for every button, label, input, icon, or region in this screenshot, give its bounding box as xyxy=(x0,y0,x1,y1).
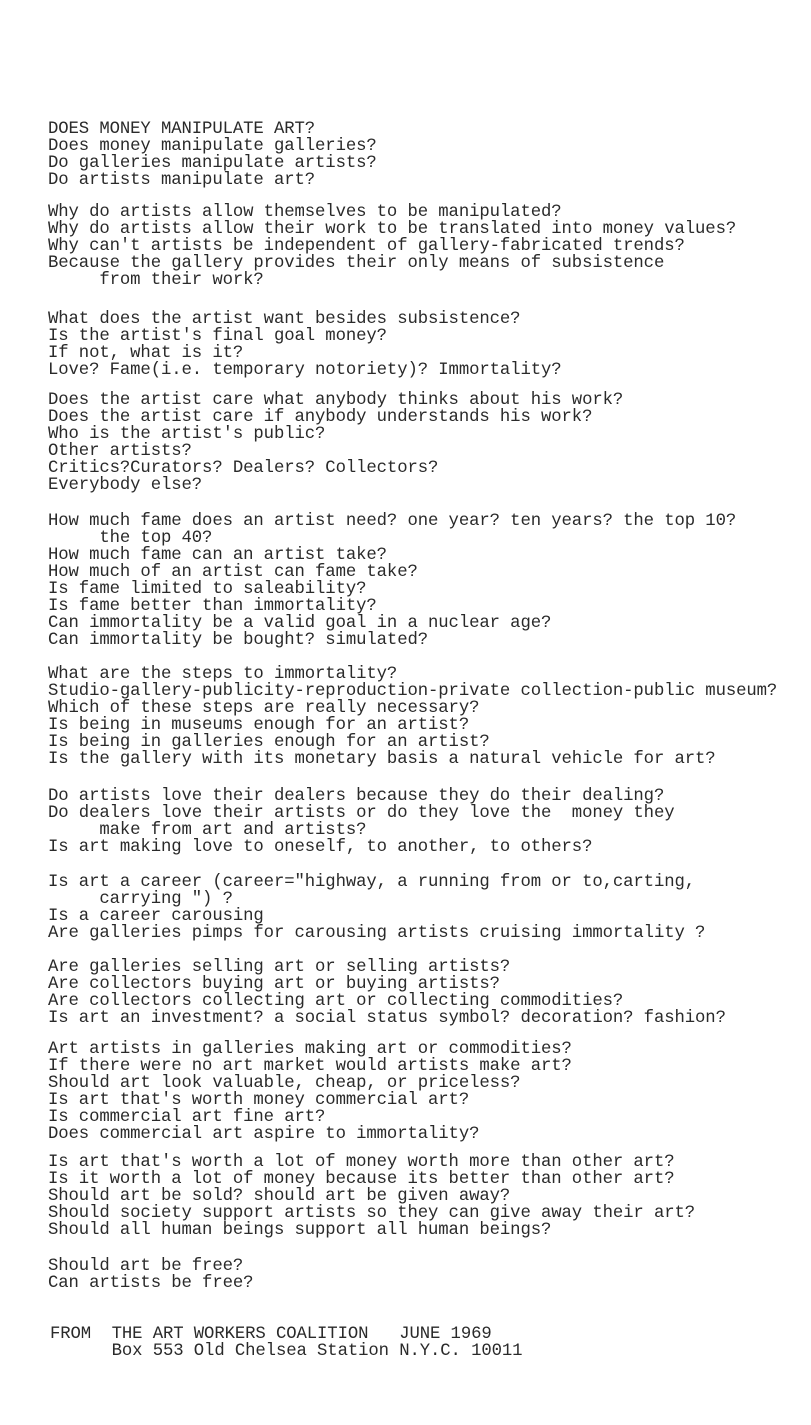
paragraph xyxy=(48,1154,695,1239)
text-line: If there were no art market would artists make art? xyxy=(48,1057,572,1076)
text-line: Is art making love to oneself, to another, to others? xyxy=(48,838,593,857)
text-line: Is art an investment? a social status symbol? decoration? fashion? xyxy=(48,1009,726,1028)
text-line: Is fame better than immortality? xyxy=(48,597,377,616)
paragraph xyxy=(48,311,562,379)
text-line: Do artists love their dealers because they do their dealing? xyxy=(48,787,665,806)
text-line: Should all human beings support all human beings? xyxy=(48,1221,552,1240)
text-line: Is the artist's final goal money? xyxy=(48,327,387,346)
text-line: How much of an artist can fame take? xyxy=(48,563,418,582)
paragraph xyxy=(48,1041,572,1143)
paragraph xyxy=(48,788,675,856)
text-line: Should art be sold? should art be given away? xyxy=(48,1187,511,1206)
text-line: Studio-gallery-publicity-reproduction-private collection-public museum? xyxy=(48,682,778,701)
text-line: Is a career carousing xyxy=(48,907,264,926)
paragraph xyxy=(48,392,623,494)
text-line: Is art that's worth money commercial art? xyxy=(48,1091,470,1110)
text-line: What does the artist want besides subsistence? xyxy=(48,310,521,329)
text-line: Does the artist care if anybody understands his work? xyxy=(48,408,593,427)
text-line: Critics?Curators? Dealers? Collectors? xyxy=(48,459,439,478)
text-line: from their work? xyxy=(48,271,264,290)
footer-line-1: FROM THE ART WORKERS COALITION JUNE 1969 xyxy=(50,1325,492,1344)
text-line: Should art be free? xyxy=(48,1257,244,1276)
paragraph xyxy=(48,138,377,189)
text-line: If not, what is it? xyxy=(48,344,244,363)
text-line: Are collectors buying art or buying artists? xyxy=(48,975,500,994)
text-line: Does commercial art aspire to immortality? xyxy=(48,1125,480,1144)
text-line: Are collectors collecting art or collecting commodities? xyxy=(48,992,624,1011)
paragraph xyxy=(48,959,726,1027)
text-line: Who is the artist's public? xyxy=(48,425,326,444)
text-line: Is being in galleries enough for an artist? xyxy=(48,733,490,752)
text-line: Can artists be free? xyxy=(48,1274,254,1293)
text-line: Is art a career (career="highway, a running from or to,carting, xyxy=(48,873,696,892)
text-line: Is art that's worth a lot of money worth more than other art? xyxy=(48,1153,675,1172)
text-line: Is being in museums enough for an artist? xyxy=(48,716,470,735)
text-line: Everybody else? xyxy=(48,476,203,495)
paragraph xyxy=(48,513,736,649)
text-line: How much fame does an artist need? one year? ten years? the top 10? xyxy=(48,512,737,531)
text-line: make from art and artists? xyxy=(48,821,367,840)
text-line: Does money manipulate galleries? xyxy=(48,137,377,156)
text-line: Other artists? xyxy=(48,442,192,461)
text-line: Is commercial art fine art? xyxy=(48,1108,326,1127)
text-line: Do dealers love their artists or do they love the money they xyxy=(48,804,675,823)
text-line: Is it worth a lot of money because its better than other art? xyxy=(48,1170,675,1189)
text-line: Why can't artists be independent of gallery-fabricated trends? xyxy=(48,237,685,256)
text-line: Do galleries manipulate artists? xyxy=(48,154,377,173)
paragraph xyxy=(48,666,777,768)
text-line: Because the gallery provides their only means of subsistence xyxy=(48,254,665,273)
text-line: Do artists manipulate art? xyxy=(48,171,316,190)
paragraph xyxy=(48,874,705,942)
text-line: Why do artists allow themselves to be manipulated? xyxy=(48,203,562,222)
text-line: Is fame limited to saleability? xyxy=(48,580,367,599)
text-line: carrying ") ? xyxy=(48,890,233,909)
text-line: What are the steps to immortality? xyxy=(48,665,398,684)
paragraph xyxy=(48,204,736,289)
text-line: Can immortality be a valid goal in a nuclear age? xyxy=(48,614,552,633)
text-line: Why do artists allow their work to be translated into money values? xyxy=(48,220,737,239)
footer-line-2: Box 553 Old Chelsea Station N.Y.C. 10011 xyxy=(50,1342,523,1361)
title-text: DOES MONEY MANIPULATE ART? xyxy=(48,120,316,139)
text-line: Should society support artists so they can give away their art? xyxy=(48,1204,696,1223)
text-line: Art artists in galleries making art or commodities? xyxy=(48,1040,572,1059)
text-line: Can immortality be bought? simulated? xyxy=(48,631,429,650)
text-line: Does the artist care what anybody thinks about his work? xyxy=(48,391,624,410)
text-line: How much fame can an artist take? xyxy=(48,546,387,565)
text-line: Is the gallery with its monetary basis a natural vehicle for art? xyxy=(48,750,716,769)
text-line: Which of these steps are really necessary? xyxy=(48,699,480,718)
text-line: Should art look valuable, cheap, or priceless? xyxy=(48,1074,521,1093)
text-line: Love? Fame(i.e. temporary notoriety)? Immortality? xyxy=(48,361,562,380)
text-line: the top 40? xyxy=(48,529,213,548)
document-title xyxy=(48,121,315,138)
footer xyxy=(50,1326,522,1360)
text-line: Are galleries pimps for carousing artists cruising immortality ? xyxy=(48,924,706,943)
text-line: Are galleries selling art or selling artists? xyxy=(48,958,511,977)
paragraph xyxy=(48,1258,253,1292)
